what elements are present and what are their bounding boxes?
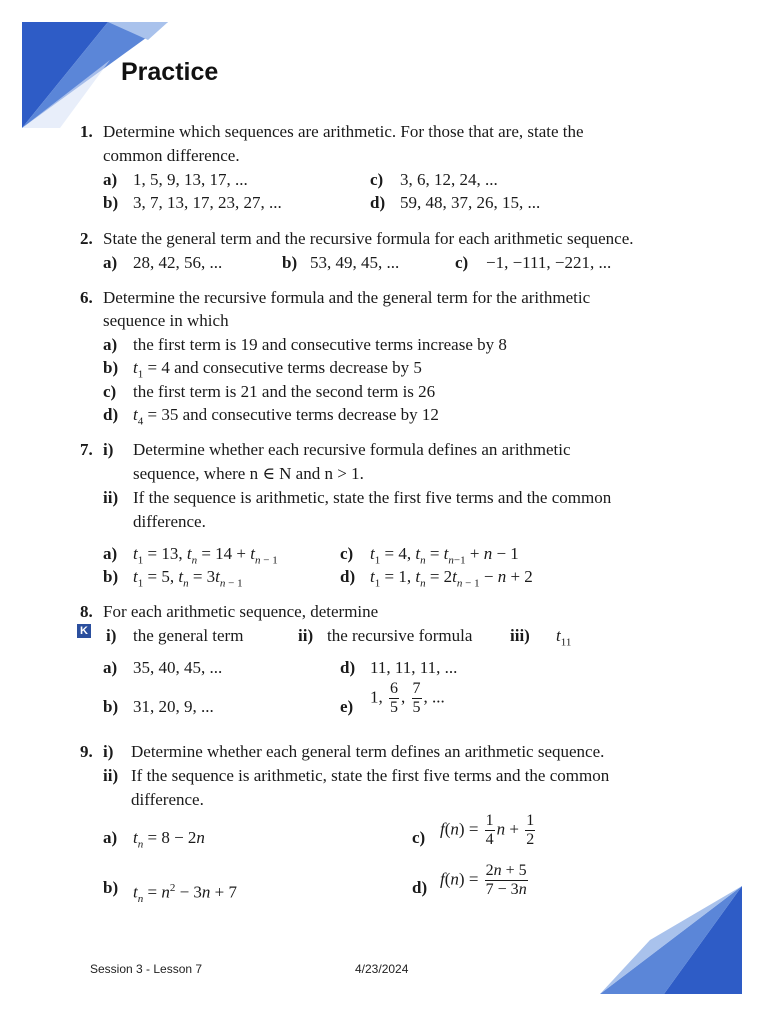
page-title: Practice	[121, 58, 219, 86]
question-number: 1.	[80, 122, 93, 141]
knowledge-badge: K	[77, 624, 91, 638]
q8-ii-label: ii)	[298, 626, 314, 645]
fraction-rational-expression: $\frac{2n + 5}{7 - 3n}$	[485, 862, 527, 898]
q7-part-d-formula: $t_1 = 1$, $t_n = 2t_{n - 1} - n + 2$	[370, 567, 533, 590]
q2-part-b-text: 53, 49, 45, ...	[310, 253, 400, 272]
q1-part-c: c)	[370, 170, 384, 189]
q8-iii-label: iii)	[510, 626, 530, 645]
q1-part-b-text: 3, 7, 13, 17, 23, 27, ...	[133, 193, 282, 212]
q2-part-c-label: c)	[455, 253, 469, 272]
q8-iii-term: $t_{11}$	[556, 626, 572, 649]
q7-part-a-formula: $t_1 = 13$, $t_n = 14 + t_{n - 1}$	[133, 544, 278, 567]
q9-i-label: i)	[103, 742, 114, 761]
q8-text: For each arithmetic sequence, determine	[103, 602, 379, 621]
question-1	[80, 122, 93, 142]
q6-part-a-text: the first term is 19 and consecutive terms increase by 8	[133, 335, 507, 354]
q8-part-a-text: 35, 40, 45, ...	[133, 658, 223, 677]
q9-ii-line2: difference.	[131, 790, 204, 809]
q8-part-a-label: a)	[103, 658, 118, 677]
q7-i-label: i)	[103, 440, 114, 459]
q6-text-line1: Determine the recursive formula and the general term for the arithmetic	[103, 288, 591, 307]
q6-part-a-label: a)	[103, 335, 118, 354]
q1-part-b: b)	[103, 193, 119, 212]
q9-part-b-formula: $t_n = n^2 - 3n + 7$	[133, 882, 238, 906]
q6-number: 6.	[80, 288, 93, 307]
q9-ii-line1: If the sequence is arithmetic, state the first five terms and the common	[131, 766, 610, 785]
bottom-right-corner-decoration	[590, 880, 750, 1000]
q9-part-d-formula: f(n) = $\frac{2n + 5}{7 - 3n}$	[440, 862, 527, 898]
q7-ii-line1: If the sequence is arithmetic, state the first five terms and the common	[133, 488, 612, 507]
q7-ii-label: ii)	[103, 488, 119, 507]
q8-ii-text: the recursive formula	[327, 626, 473, 645]
q2-text: State the general term and the recursive formula for each arithmetic sequence.	[103, 229, 634, 248]
q7-i-line2: sequence, where n ∈ N and n > 1.	[133, 464, 364, 483]
q2-part-b-label: b)	[282, 253, 298, 272]
q6-part-c-text: the first term is 21 and the second term is 26	[133, 382, 436, 401]
q7-number: 7.	[80, 440, 93, 459]
q2-number: 2.	[80, 229, 93, 248]
q6-part-c-label: c)	[103, 382, 117, 401]
q6-part-d-label: d)	[103, 405, 119, 424]
q7-part-d-label: d)	[340, 567, 356, 586]
q7-part-c-label: c)	[340, 544, 354, 563]
q2-part-a-text: 28, 42, 56, ...	[133, 253, 223, 272]
q1-part-d-text: 59, 48, 37, 26, 15, ...	[400, 193, 541, 212]
q7-ii-line2: difference.	[133, 512, 206, 531]
q6-part-b-label: b)	[103, 358, 119, 377]
q7-part-b-label: b)	[103, 567, 119, 586]
q1-part-a-text: 1, 5, 9, 13, 17, ...	[133, 170, 248, 189]
q8-i-text: the general term	[133, 626, 244, 645]
q6-part-d-text: $t_4 = 35$ and consecutive terms decrease by 12	[133, 405, 439, 428]
q8-part-b-text: 31, 20, 9, ...	[133, 697, 214, 716]
q6-part-b-text: $t_1 = 4$ and consecutive terms decrease by 5	[133, 358, 422, 381]
q2-part-c-text: −1, −111, −221, ...	[486, 253, 612, 272]
q2-part-a-label: a)	[103, 253, 118, 272]
fraction-six-fifths: $\frac{6}{5}$	[390, 680, 398, 716]
q9-part-b-label: b)	[103, 878, 119, 897]
q9-part-a-formula: $t_n = 8 - 2n$	[133, 828, 205, 851]
fraction-one-quarter: $\frac{1}{4}$	[485, 812, 494, 848]
q9-part-c-formula: f(n) = $\frac{1}{4}$ n + $\frac{1}{2}$	[440, 812, 535, 848]
q8-part-b-label: b)	[103, 697, 119, 716]
fraction-seven-fifths: $\frac{7}{5}$	[412, 680, 421, 716]
q1-part-a: a)	[103, 170, 118, 189]
footer-date: 4/23/2024	[355, 962, 409, 976]
q9-part-c-label: c)	[412, 828, 426, 847]
q8-i-label: i)	[106, 626, 117, 645]
q8-part-d-label: d)	[340, 658, 356, 677]
q7-part-b-formula: $t_1 = 5$, $t_n = 3t_{n - 1}$	[133, 567, 243, 590]
q8-number: 8.	[80, 602, 93, 621]
q1-part-d: d)	[370, 193, 386, 212]
q9-part-a-label: a)	[103, 828, 118, 847]
q9-part-d-label: d)	[412, 878, 428, 897]
q7-i-line1: Determine whether each recursive formula defines an arithmetic	[133, 440, 571, 459]
q9-i-text: Determine whether each general term defines an arithmetic sequence.	[131, 742, 605, 761]
q9-number: 9.	[80, 742, 93, 761]
q6-text-line2: sequence in which	[103, 311, 229, 330]
fraction-one-half: $\frac{1}{2}$	[526, 812, 535, 848]
q1-text-line2: common difference.	[103, 146, 240, 165]
q1-text-line1: Determine which sequences are arithmetic. For those that are, state the	[103, 122, 584, 141]
q8-part-d-text: 11, 11, 11, ...	[370, 658, 458, 677]
q8-part-e-label: e)	[340, 697, 354, 716]
q8-part-e-sequence: 1, $\frac{6}{5}$ , $\frac{7}{5}$ , ...	[370, 680, 445, 716]
q9-ii-label: ii)	[103, 766, 119, 785]
q7-part-a-label: a)	[103, 544, 118, 563]
q7-part-c-formula: $t_1 = 4$, $t_n = t_{n-1} + n - 1$	[370, 544, 519, 567]
footer-session: Session 3 - Lesson 7	[90, 962, 203, 976]
q1-part-c-text: 3, 6, 12, 24, ...	[400, 170, 498, 189]
